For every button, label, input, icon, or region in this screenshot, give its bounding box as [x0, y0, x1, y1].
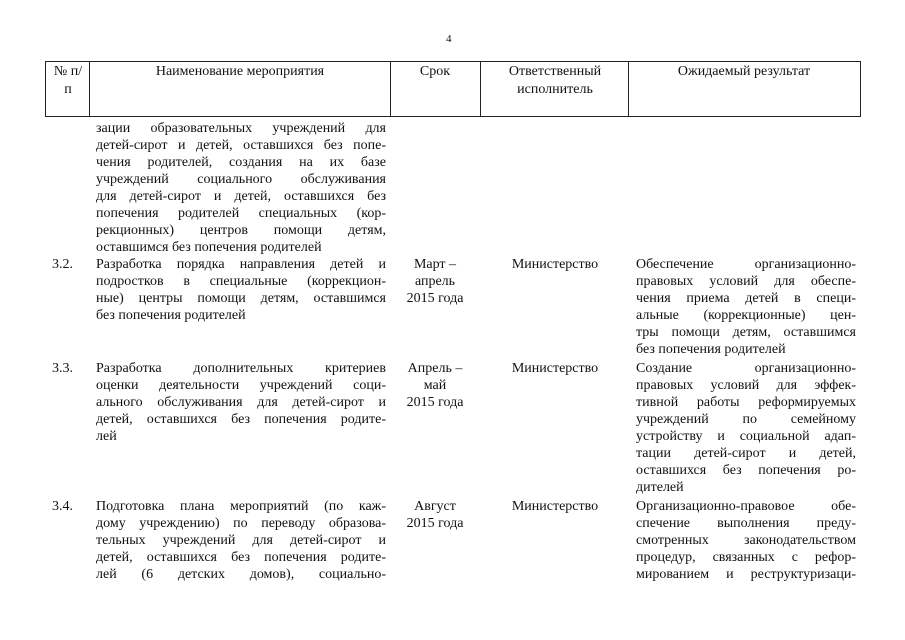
text-line: смотренных законодательством [636, 533, 856, 548]
text-line: Апрель – [407, 361, 463, 376]
text-line: правовых условий для эффек- [636, 378, 856, 393]
text-line: подростков в специальные (коррекцион- [96, 274, 386, 289]
text-line: устройству и социальной адап- [636, 429, 856, 444]
text-line: Обеспечение организационно- [636, 257, 856, 272]
text-line: зации образовательных учреждений для [96, 121, 386, 136]
text-line: оценки деятельности учреждений соци- [96, 378, 386, 393]
header-divider [45, 61, 46, 116]
text-line: 2015 года [406, 516, 464, 531]
row-term [392, 498, 478, 532]
text-line: оставшимся без попечения родителей [96, 240, 322, 255]
header-divider [860, 61, 861, 116]
text-line: ального обслуживания для детей-сирот и [96, 395, 386, 410]
text-line: чения родителей, создания на их базе [96, 155, 386, 170]
row-result [636, 360, 856, 496]
text-line: попечения родителей специальных (кор- [96, 206, 386, 221]
header-name: Наименование мероприятия [155, 64, 325, 79]
text-line: тации детей-сирот и детей, [636, 446, 856, 461]
text-line: спечение выполнения преду- [636, 516, 856, 531]
text-line: Подготовка плана мероприятий (по каж- [96, 499, 386, 514]
text-line: процедур, связанных с рефор- [636, 550, 856, 565]
text-line: дому учреждению) по переводу образова- [96, 516, 386, 531]
text-line: дителей [636, 480, 684, 495]
header-term: Срок [419, 64, 451, 79]
continuation-name [96, 120, 386, 256]
row-name [96, 360, 386, 445]
text-line: без попечения родителей [96, 308, 246, 323]
row-num: 3.3. [52, 361, 73, 376]
row-term [392, 256, 478, 307]
text-line: альные (коррекционные) цен- [636, 308, 856, 323]
header-divider [89, 61, 90, 116]
row-responsible: Министерство [511, 257, 599, 272]
header-divider [628, 61, 629, 116]
text-line: детей, оставшихся без попечения родите- [96, 550, 386, 565]
row-num: 3.2. [52, 257, 73, 272]
text-line: тры помощи детям, оставшимся [636, 325, 856, 340]
text-line: 2015 года [406, 395, 464, 410]
text-line: учреждений по семейному [636, 412, 856, 427]
text-line: 2015 года [406, 291, 464, 306]
header-divider [390, 61, 391, 116]
text-line: рекционных) центров помощи детям, [96, 223, 386, 238]
text-line: тельных учреждений для детей-сирот и [96, 533, 386, 548]
header-bottom-border [45, 116, 861, 117]
text-line: чения приема детей в специ- [636, 291, 856, 306]
page-number: 4 [446, 33, 452, 45]
text-line: Август [414, 499, 456, 514]
text-line: детей-сирот и детей, оставшихся без попе- [96, 138, 386, 153]
row-result [636, 256, 856, 358]
text-line: Организационно-правовое обе- [636, 499, 856, 514]
text-line: Создание организационно- [636, 361, 856, 376]
row-name [96, 256, 386, 324]
text-line: мированием и реструктуризаци- [636, 567, 856, 582]
text-line: правовых условий для обеспе- [636, 274, 856, 289]
header-divider [480, 61, 481, 116]
header-responsible: Ответственный исполнитель [508, 64, 602, 97]
text-line: лей (6 детских домов), социально- [96, 567, 386, 582]
row-result [636, 498, 856, 583]
text-line: Март – [413, 257, 457, 272]
text-line: май [423, 378, 447, 393]
text-line: лей [96, 429, 117, 444]
text-line: без попечения родителей [636, 342, 786, 357]
text-line: детей, оставшихся без попечения родите- [96, 412, 386, 427]
text-line: для детей-сирот и детей, оставшихся без [96, 189, 386, 204]
row-responsible: Министерство [511, 499, 599, 514]
row-term [392, 360, 478, 411]
row-name [96, 498, 386, 583]
header-result: Ожидаемый результат [677, 64, 811, 79]
text-line: учреждений социального обслуживания [96, 172, 386, 187]
text-line: Разработка дополнительных критериев [96, 361, 386, 376]
row-responsible: Министерство [511, 361, 599, 376]
text-line: оставшихся без попечения ро- [636, 463, 856, 478]
header-num: № п/п [53, 64, 83, 97]
text-line: Разработка порядка направления детей и [96, 257, 386, 272]
text-line: ные) центры помощи детям, оставшимся [96, 291, 386, 306]
text-line: тивной работы реформируемых [636, 395, 856, 410]
row-num: 3.4. [52, 499, 73, 514]
text-line: апрель [414, 274, 456, 289]
